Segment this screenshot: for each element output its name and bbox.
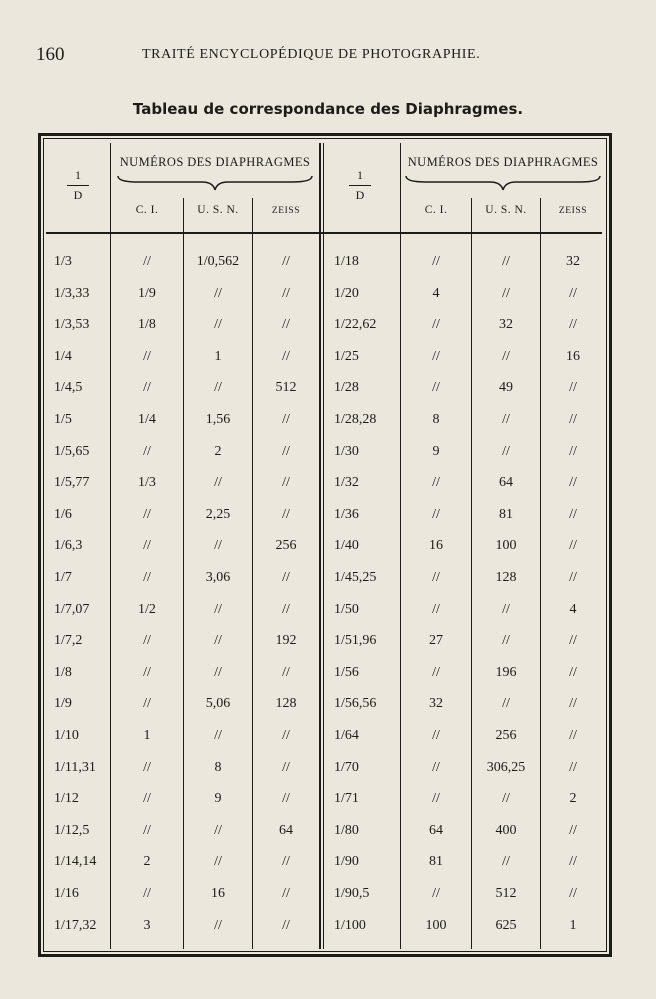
table-cell-usn-left: 16 — [211, 886, 225, 901]
table-cell-ci-left: // — [143, 538, 151, 553]
table-cell-usn-right: 128 — [495, 570, 517, 585]
table-cell-usn-right: 196 — [495, 665, 517, 680]
table-cell-ci-right: 9 — [432, 444, 440, 459]
table-cell-zeiss-left: 256 — [275, 538, 297, 553]
table-cell-zeiss-left: // — [282, 854, 290, 869]
table-cell-usn-left: // — [214, 380, 222, 395]
table-cell-ratio-left: 1/4,5 — [54, 380, 83, 395]
table-cell-zeiss-left: // — [282, 317, 290, 332]
table-cell-ratio-left: 1/3,33 — [54, 286, 90, 301]
table-cell-ratio-left: 1/5 — [54, 412, 72, 427]
table-cell-ci-left: // — [143, 633, 151, 648]
table-cell-ci-left: 1/9 — [138, 286, 156, 301]
table-cell-zeiss-left: // — [282, 444, 290, 459]
table-cell-usn-left: 8 — [214, 760, 222, 775]
table-cell-ci-left: 1/2 — [138, 602, 156, 617]
table-cell-ratio-left: 1/3,53 — [54, 317, 90, 332]
table-cell-ratio-left: 1/14,14 — [54, 854, 97, 869]
table-cell-usn-left: 1 — [214, 349, 222, 364]
table-cell-usn-right: 400 — [495, 823, 517, 838]
table-cell-ci-right: // — [432, 886, 440, 901]
table-cell-zeiss-right: // — [569, 854, 577, 869]
table-cell-zeiss-left: 128 — [275, 696, 297, 711]
table-cell-zeiss-right: 32 — [566, 254, 580, 269]
table-cell-usn-left: // — [214, 633, 222, 648]
table-cell-usn-left: 2 — [214, 444, 222, 459]
table-cell-zeiss-left: // — [282, 918, 290, 933]
table-cell-zeiss-right: // — [569, 475, 577, 490]
table-cell-zeiss-right: 4 — [569, 602, 577, 617]
table-cell-ratio-right: 1/32 — [334, 475, 359, 490]
table-cell-usn-right: 32 — [499, 317, 513, 332]
table-cell-zeiss-left: // — [282, 507, 290, 522]
table-cell-usn-left: // — [214, 286, 222, 301]
group-header-left: NUMÉROS DES DIAPHRAGMES — [119, 155, 311, 169]
column-divider — [319, 143, 321, 949]
table-cell-ratio-left: 1/9 — [54, 696, 72, 711]
table-cell-zeiss-left: // — [282, 886, 290, 901]
column-divider — [323, 143, 324, 949]
table-cell-ratio-right: 1/25 — [334, 349, 359, 364]
table-cell-zeiss-right: // — [569, 760, 577, 775]
column-header-usn-left: U. S. N. — [197, 204, 239, 216]
table-cell-zeiss-left: // — [282, 475, 290, 490]
table-cell-zeiss-right: 1 — [569, 918, 577, 933]
column-header-zeiss-right: ZEISS — [558, 206, 588, 216]
table-cell-usn-left: 9 — [214, 791, 222, 806]
column-header-ci-right: C. I. — [424, 204, 448, 216]
table-cell-ratio-right: 1/22,62 — [334, 317, 377, 332]
column-header-usn-right: U. S. N. — [485, 204, 527, 216]
table-cell-zeiss-left: // — [282, 349, 290, 364]
table-cell-usn-right: // — [502, 254, 510, 269]
table-cell-ratio-left: 1/6 — [54, 507, 72, 522]
table-cell-zeiss-left: 512 — [275, 380, 297, 395]
table-cell-usn-left: 5,06 — [205, 696, 231, 711]
table-cell-usn-right: // — [502, 349, 510, 364]
table-cell-zeiss-right: // — [569, 317, 577, 332]
table-cell-ratio-left: 1/8 — [54, 665, 72, 680]
table-cell-ci-left: // — [143, 696, 151, 711]
table-cell-ratio-left: 1/3 — [54, 254, 72, 269]
brace-left — [116, 174, 314, 192]
table-cell-ci-left: // — [143, 507, 151, 522]
table-cell-zeiss-left: // — [282, 286, 290, 301]
table-cell-usn-left: 1,56 — [205, 412, 231, 427]
table-cell-ratio-right: 1/40 — [334, 538, 359, 553]
table-cell-ci-right: 81 — [429, 854, 443, 869]
table-cell-ratio-right: 1/71 — [334, 791, 359, 806]
table-cell-ci-left: // — [143, 444, 151, 459]
table-cell-ci-left: // — [143, 791, 151, 806]
table-cell-ratio-left: 1/7,2 — [54, 633, 83, 648]
table-cell-zeiss-right: // — [569, 665, 577, 680]
table-cell-ratio-right: 1/100 — [334, 918, 366, 933]
table-cell-usn-left: // — [214, 823, 222, 838]
table-cell-zeiss-left: // — [282, 570, 290, 585]
table-cell-usn-left: // — [214, 317, 222, 332]
table-cell-ci-right: // — [432, 665, 440, 680]
table-cell-ratio-right: 1/28,28 — [334, 412, 377, 427]
table-cell-usn-right: 64 — [499, 475, 513, 490]
table-cell-ratio-right: 1/56,56 — [334, 696, 377, 711]
table-cell-zeiss-right: // — [569, 823, 577, 838]
table-cell-usn-left: // — [214, 728, 222, 743]
table-cell-usn-right: 256 — [495, 728, 517, 743]
table-cell-ratio-left: 1/7 — [54, 570, 72, 585]
table-cell-ci-left: // — [143, 760, 151, 775]
page-header — [34, 44, 604, 68]
table-cell-ratio-right: 1/36 — [334, 507, 359, 522]
table-cell-zeiss-left: // — [282, 760, 290, 775]
table-cell-usn-left: 3,06 — [205, 570, 231, 585]
table-cell-ratio-right: 1/50 — [334, 602, 359, 617]
table-cell-usn-left: // — [214, 475, 222, 490]
brace-right — [404, 174, 602, 192]
table-cell-ci-right: // — [432, 475, 440, 490]
table-cell-zeiss-right: // — [569, 886, 577, 901]
table-cell-ratio-left: 1/7,07 — [54, 602, 90, 617]
table-cell-ratio-left: 1/4 — [54, 349, 72, 364]
table-cell-ratio-right: 1/51,96 — [334, 633, 377, 648]
page-number: 160 — [36, 44, 65, 65]
table-cell-ci-right: // — [432, 570, 440, 585]
table-cell-usn-right: // — [502, 696, 510, 711]
table-cell-ratio-left: 1/10 — [54, 728, 79, 743]
table-cell-ci-left: 1/4 — [138, 412, 156, 427]
table-cell-ci-right: 8 — [432, 412, 440, 427]
table-cell-ratio-right: 1/70 — [334, 760, 359, 775]
table-cell-zeiss-right: // — [569, 507, 577, 522]
table-cell-ci-right: 4 — [432, 286, 440, 301]
table-cell-usn-right: // — [502, 633, 510, 648]
table-cell-ci-right: 27 — [429, 633, 443, 648]
table-cell-ci-left: 2 — [143, 854, 151, 869]
table-cell-zeiss-right: // — [569, 696, 577, 711]
table-cell-ci-right: // — [432, 791, 440, 806]
table-cell-ratio-right: 1/64 — [334, 728, 359, 743]
header-rule — [46, 232, 602, 234]
table-cell-ratio-left: 1/12,5 — [54, 823, 90, 838]
table-cell-zeiss-left: 64 — [279, 823, 293, 838]
table-cell-usn-right: 81 — [499, 507, 513, 522]
table-cell-ci-left: 3 — [143, 918, 151, 933]
table-cell-usn-right: // — [502, 854, 510, 869]
table-cell-usn-right: // — [502, 286, 510, 301]
group-header-right: NUMÉROS DES DIAPHRAGMES — [407, 155, 599, 169]
table-cell-ci-left: 1/8 — [138, 317, 156, 332]
table-cell-ratio-right: 1/56 — [334, 665, 359, 680]
table-cell-ci-left: 1/3 — [138, 475, 156, 490]
table-cell-ci-right: 16 — [429, 538, 443, 553]
table-cell-usn-right: // — [502, 412, 510, 427]
table-cell-ci-left: // — [143, 254, 151, 269]
table-cell-ratio-left: 1/16 — [54, 886, 79, 901]
table-cell-ci-right: // — [432, 507, 440, 522]
table-cell-usn-right: 306,25 — [486, 760, 526, 775]
table-cell-zeiss-right: 2 — [569, 791, 577, 806]
table-title: Tableau de correspondance des Diaphragmes. — [132, 100, 524, 118]
table-cell-usn-right: // — [502, 602, 510, 617]
table-cell-ci-left: 1 — [143, 728, 151, 743]
table-cell-usn-left: // — [214, 602, 222, 617]
table-cell-usn-left: // — [214, 918, 222, 933]
column-header-ci-left: C. I. — [135, 204, 159, 216]
table-cell-usn-right: 512 — [495, 886, 517, 901]
table-cell-usn-left: 2,25 — [205, 507, 231, 522]
table-cell-usn-right: // — [502, 791, 510, 806]
table-cell-ci-right: // — [432, 349, 440, 364]
table-cell-zeiss-right: // — [569, 538, 577, 553]
table-cell-zeiss-left: // — [282, 254, 290, 269]
table-cell-ratio-right: 1/80 — [334, 823, 359, 838]
table-cell-ratio-left: 1/12 — [54, 791, 79, 806]
table-cell-ci-left: // — [143, 349, 151, 364]
table-cell-zeiss-right: // — [569, 412, 577, 427]
table-cell-zeiss-right: 16 — [566, 349, 580, 364]
table-cell-zeiss-left: 192 — [275, 633, 297, 648]
table-cell-ratio-right: 1/28 — [334, 380, 359, 395]
table-cell-ratio-right: 1/90 — [334, 854, 359, 869]
table-cell-ci-right: // — [432, 317, 440, 332]
table-cell-ratio-left: 1/6,3 — [54, 538, 83, 553]
table-cell-ci-right: // — [432, 728, 440, 743]
table-cell-zeiss-right: // — [569, 444, 577, 459]
table-cell-ratio-right: 1/18 — [334, 254, 359, 269]
table-cell-zeiss-left: // — [282, 728, 290, 743]
table-cell-ci-right: // — [432, 380, 440, 395]
table-cell-zeiss-right: // — [569, 380, 577, 395]
table-cell-usn-right: 100 — [495, 538, 517, 553]
table-cell-usn-left: // — [214, 538, 222, 553]
table-cell-ratio-left: 1/17,32 — [54, 918, 97, 933]
table-cell-ratio-right: 1/20 — [334, 286, 359, 301]
table-cell-ci-right: // — [432, 760, 440, 775]
table-cell-ci-right: // — [432, 254, 440, 269]
table-cell-ratio-left: 1/11,31 — [54, 760, 96, 775]
fraction-header-right: 1 D — [345, 168, 375, 203]
table-cell-zeiss-left: // — [282, 412, 290, 427]
table-cell-ci-left: // — [143, 886, 151, 901]
table-cell-zeiss-left: // — [282, 791, 290, 806]
table-cell-ci-right: 64 — [429, 823, 443, 838]
table-cell-ratio-left: 1/5,77 — [54, 475, 90, 490]
table-cell-zeiss-right: // — [569, 286, 577, 301]
table-cell-usn-left: // — [214, 665, 222, 680]
table-cell-usn-right: // — [502, 444, 510, 459]
table-cell-ratio-right: 1/90,5 — [334, 886, 370, 901]
table-cell-ci-left: // — [143, 570, 151, 585]
table-cell-ratio-left: 1/5,65 — [54, 444, 90, 459]
table-cell-zeiss-left: // — [282, 665, 290, 680]
table-cell-ci-left: // — [143, 823, 151, 838]
table-cell-ci-right: // — [432, 602, 440, 617]
table-cell-ratio-right: 1/30 — [334, 444, 359, 459]
table-cell-ci-right: 100 — [425, 918, 447, 933]
table-cell-zeiss-right: // — [569, 570, 577, 585]
fraction-header-left: 1 D — [63, 168, 93, 203]
table-cell-ci-right: 32 — [429, 696, 443, 711]
column-header-zeiss-left: ZEISS — [271, 206, 301, 216]
table-cell-ratio-right: 1/45,25 — [334, 570, 377, 585]
table-cell-ci-left: // — [143, 665, 151, 680]
table-cell-usn-left: // — [214, 854, 222, 869]
table-cell-usn-left: 1/0,562 — [196, 254, 240, 269]
table-cell-usn-right: 625 — [495, 918, 517, 933]
table-cell-zeiss-right: // — [569, 633, 577, 648]
running-title: TRAITÉ ENCYCLOPÉDIQUE DE PHOTOGRAPHIE. — [142, 47, 481, 62]
table-cell-usn-right: 49 — [499, 380, 513, 395]
table-cell-zeiss-left: // — [282, 602, 290, 617]
table-cell-ci-left: // — [143, 380, 151, 395]
table-cell-zeiss-right: // — [569, 728, 577, 743]
